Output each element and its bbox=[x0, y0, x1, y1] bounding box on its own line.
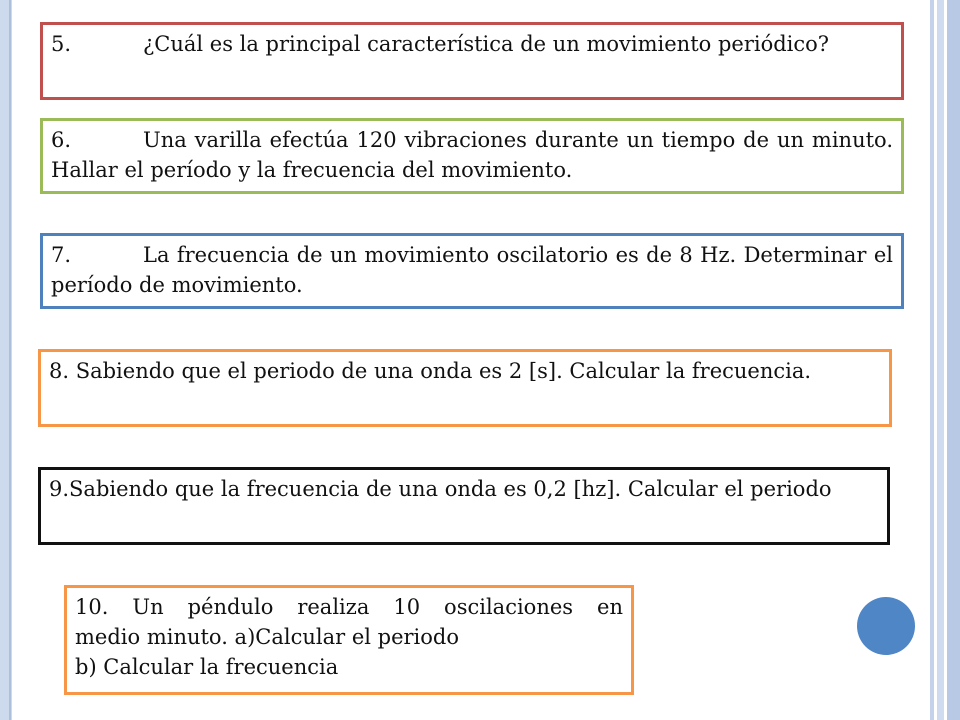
question-8-box bbox=[38, 349, 892, 427]
question-5-number: 5. bbox=[51, 32, 72, 56]
question-6-box bbox=[40, 118, 904, 194]
left-edge-decoration bbox=[0, 0, 12, 720]
question-9-text: 9.Sabiendo que la frecuencia de una onda es 0,2 [hz]. Calcular el periodo bbox=[49, 477, 832, 501]
question-10-line-3: b) Calcular la frecuencia bbox=[75, 655, 339, 679]
question-8-text: 8. Sabiendo que el periodo de una onda es 2 [s]. Calcular la frecuencia. bbox=[49, 359, 812, 383]
question-6-number: 6. bbox=[51, 128, 72, 152]
question-7-text: La frecuencia de un movimiento oscilatorio es de 8 Hz. Determinar el período de movimiento. bbox=[51, 243, 893, 297]
question-10-line-1: 10. Un péndulo realiza 10 oscilaciones en bbox=[75, 595, 623, 619]
question-7-number: 7. bbox=[51, 243, 72, 267]
question-9-box bbox=[38, 467, 890, 545]
right-edge-decoration bbox=[930, 0, 960, 720]
right-edge-stripe bbox=[947, 0, 960, 720]
question-5-text: ¿Cuál es la principal característica de un movimiento periódico? bbox=[143, 32, 830, 56]
question-10-box bbox=[64, 585, 634, 695]
accent-circle bbox=[857, 597, 915, 655]
question-5-box bbox=[40, 22, 904, 100]
question-10-line-2: medio minuto. a)Calcular el periodo bbox=[75, 625, 459, 649]
question-7-box bbox=[40, 233, 904, 309]
right-edge-stripe bbox=[937, 0, 944, 720]
question-6-text: Una varilla efectúa 120 vibraciones durante un tiempo de un minuto. Hallar el período y la frecuencia del movimiento. bbox=[51, 128, 893, 182]
right-edge-stripe bbox=[930, 0, 934, 720]
